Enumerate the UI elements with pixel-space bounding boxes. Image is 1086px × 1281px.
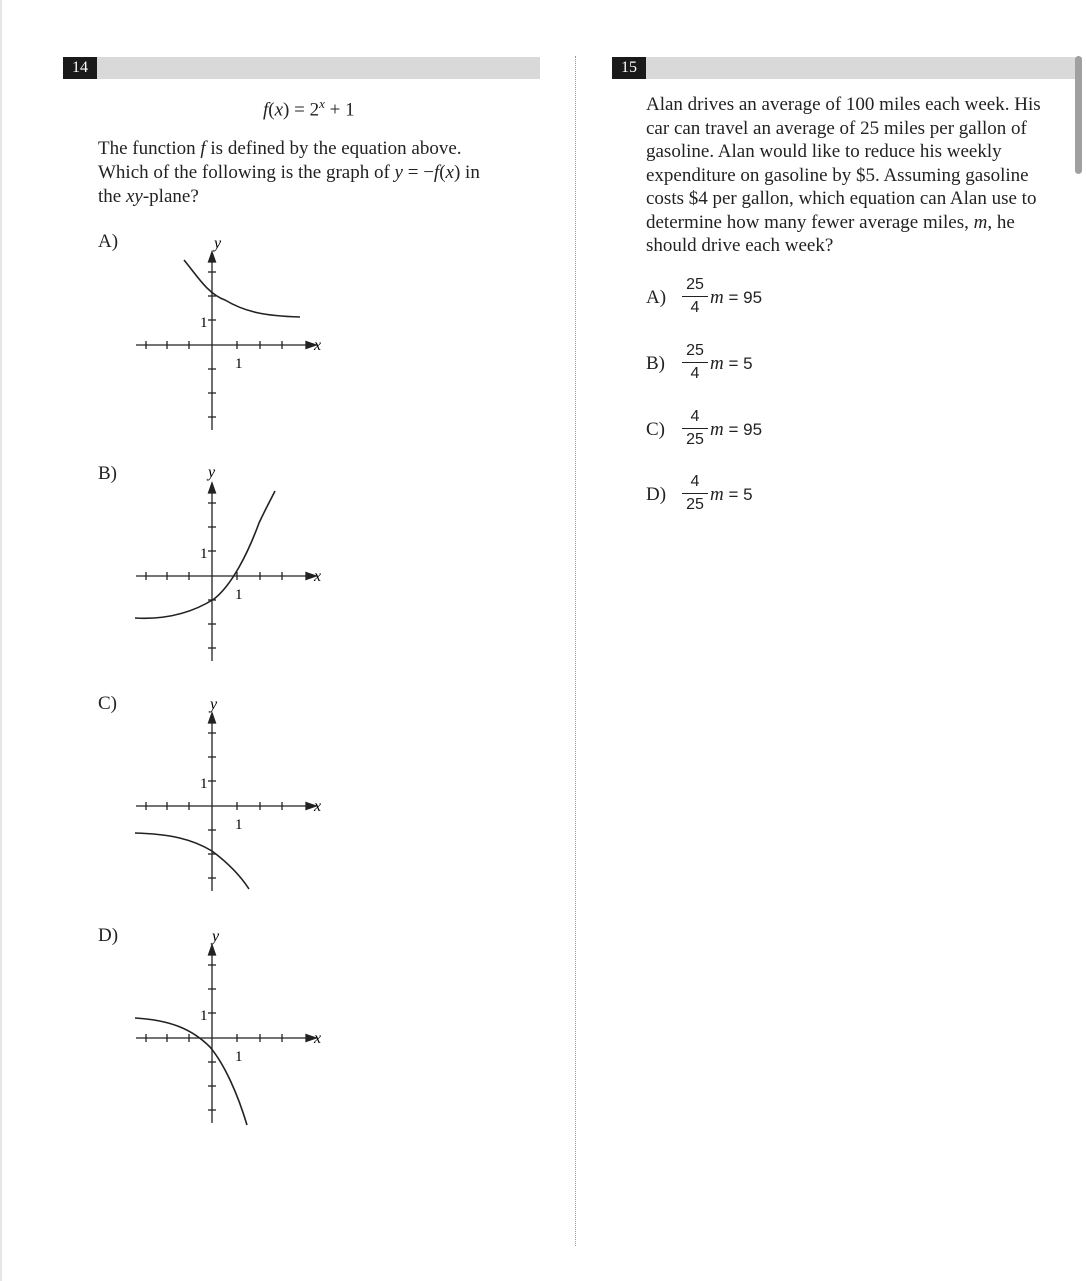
graph-a-axis-y: y bbox=[214, 235, 222, 252]
stem-text: ( bbox=[439, 162, 446, 183]
choice-a-label[interactable]: A) bbox=[98, 231, 119, 252]
stem-line-3 bbox=[98, 185, 538, 209]
question-15-stem bbox=[646, 93, 1071, 258]
fraction bbox=[682, 275, 708, 318]
function-equation bbox=[263, 96, 355, 121]
fraction-denominator: 4 bbox=[690, 365, 700, 382]
question-15-header bbox=[612, 57, 1082, 79]
eq-rparen: ) bbox=[283, 99, 290, 121]
choice-c-label[interactable]: C) bbox=[98, 693, 117, 714]
stem-line-2: car can travel an average of 25 miles per gallon of bbox=[646, 117, 1027, 139]
graph-b-axis-y: y bbox=[208, 464, 216, 481]
question-14-stem bbox=[98, 137, 538, 209]
eq-x: x bbox=[274, 99, 284, 121]
stem-f: f bbox=[433, 162, 440, 183]
question-15-number: 15 bbox=[612, 57, 646, 79]
page-edge bbox=[0, 0, 2, 1281]
graph-d-axis-x: x bbox=[314, 1030, 322, 1047]
graph-b[interactable] bbox=[130, 463, 330, 663]
choice-b-label[interactable]: B) bbox=[98, 463, 117, 484]
fraction-numerator: 4 bbox=[690, 408, 700, 425]
stem-text: is defined by the equation above. bbox=[205, 138, 462, 159]
stem-line-6 bbox=[646, 211, 1071, 235]
variable-m: m bbox=[710, 353, 724, 374]
fraction-numerator: 4 bbox=[690, 473, 700, 490]
fraction-denominator: 25 bbox=[686, 496, 704, 513]
graph-c-tick-y: 1 bbox=[200, 776, 208, 792]
graph-d-tick-y: 1 bbox=[200, 1008, 208, 1024]
graph-d-tick-x: 1 bbox=[235, 1049, 243, 1065]
stem-line-3: gasoline. Alan would like to reduce his weekly bbox=[646, 141, 1002, 162]
graph-b-tick-y: 1 bbox=[200, 546, 208, 562]
answer-letter: D) bbox=[646, 484, 667, 505]
stem-text: ) bbox=[453, 162, 461, 183]
graph-a-tick-x: 1 bbox=[235, 356, 243, 372]
graph-a[interactable] bbox=[130, 232, 330, 432]
stem-line-7: should drive each week? bbox=[646, 235, 834, 256]
eq-lparen: ( bbox=[268, 99, 275, 121]
equation-value: = 95 bbox=[723, 420, 763, 439]
stem-xy: xy bbox=[125, 186, 143, 207]
fraction-denominator: 4 bbox=[690, 299, 700, 316]
answer-choice-a[interactable] bbox=[646, 275, 906, 327]
equation-rest bbox=[710, 287, 762, 309]
choice-d-label[interactable]: D) bbox=[98, 925, 119, 946]
eq-base: = 2 bbox=[289, 99, 320, 121]
stem-y: y bbox=[394, 162, 403, 183]
graph-d[interactable] bbox=[130, 925, 330, 1125]
equation-value: = 95 bbox=[723, 288, 763, 307]
stem-text: The function bbox=[98, 138, 201, 159]
fraction-bar bbox=[682, 493, 708, 494]
fraction-numerator: 25 bbox=[686, 342, 704, 359]
stem-text: determine how many fewer average miles, bbox=[646, 211, 974, 233]
graph-b-axis-x: x bbox=[314, 568, 322, 585]
stem-text: , he bbox=[987, 211, 1015, 233]
answer-letter: A) bbox=[646, 287, 667, 308]
graph-a-axis-x: x bbox=[314, 337, 322, 354]
answer-letter: B) bbox=[646, 353, 665, 374]
fraction-bar bbox=[682, 362, 708, 363]
stem-text: Which of the following is the graph of bbox=[98, 162, 395, 183]
fraction bbox=[682, 407, 708, 450]
stem-line-4: expenditure on gasoline by $5. Assuming gasoline bbox=[646, 164, 1029, 186]
fraction bbox=[682, 341, 708, 384]
answer-choice-d[interactable] bbox=[646, 472, 906, 524]
fraction bbox=[682, 472, 708, 515]
variable-m: m bbox=[710, 484, 724, 505]
eq-f: f bbox=[263, 99, 269, 121]
fraction-denominator: 25 bbox=[686, 431, 704, 448]
variable-m: m bbox=[710, 419, 724, 440]
stem-f: f bbox=[200, 138, 206, 159]
graph-a-tick-y: 1 bbox=[200, 315, 208, 331]
equation-rest bbox=[710, 419, 762, 441]
equation-rest bbox=[710, 484, 753, 506]
answer-choice-b[interactable] bbox=[646, 341, 906, 393]
fraction-bar bbox=[682, 428, 708, 429]
fraction-numerator: 25 bbox=[686, 276, 704, 293]
stem-text: = − bbox=[402, 162, 434, 183]
stem-line-1 bbox=[98, 137, 538, 161]
scrollbar[interactable] bbox=[1075, 56, 1082, 174]
column-divider bbox=[575, 56, 576, 1246]
eq-tail: + 1 bbox=[324, 99, 355, 121]
equation-value: = 5 bbox=[723, 485, 753, 504]
fraction-bar bbox=[682, 296, 708, 297]
stem-line-5: costs $4 per gallon, which equation can Alan use to bbox=[646, 188, 1037, 209]
equation-value: = 5 bbox=[723, 354, 753, 373]
question-14-header bbox=[63, 57, 540, 79]
question-14-number: 14 bbox=[63, 57, 97, 79]
equation-rest bbox=[710, 353, 753, 375]
graph-c[interactable] bbox=[130, 693, 330, 893]
stem-text: the bbox=[98, 186, 126, 207]
stem-text: -plane? bbox=[142, 186, 199, 207]
graph-c-axis-y: y bbox=[210, 696, 218, 713]
stem-line-1: Alan drives an average of 100 miles each week. His bbox=[646, 94, 1041, 115]
graph-b-tick-x: 1 bbox=[235, 587, 243, 603]
variable-m: m bbox=[710, 287, 724, 308]
stem-m: m bbox=[973, 211, 988, 233]
stem-line-2 bbox=[98, 161, 538, 185]
stem-text: in bbox=[460, 162, 480, 183]
stem-x: x bbox=[445, 162, 454, 183]
graph-d-axis-y: y bbox=[212, 928, 220, 945]
eq-exponent: x bbox=[319, 96, 325, 111]
graph-c-axis-x: x bbox=[314, 798, 322, 815]
graph-c-tick-x: 1 bbox=[235, 817, 243, 833]
answer-letter: C) bbox=[646, 419, 665, 440]
answer-choice-c[interactable] bbox=[646, 407, 906, 459]
